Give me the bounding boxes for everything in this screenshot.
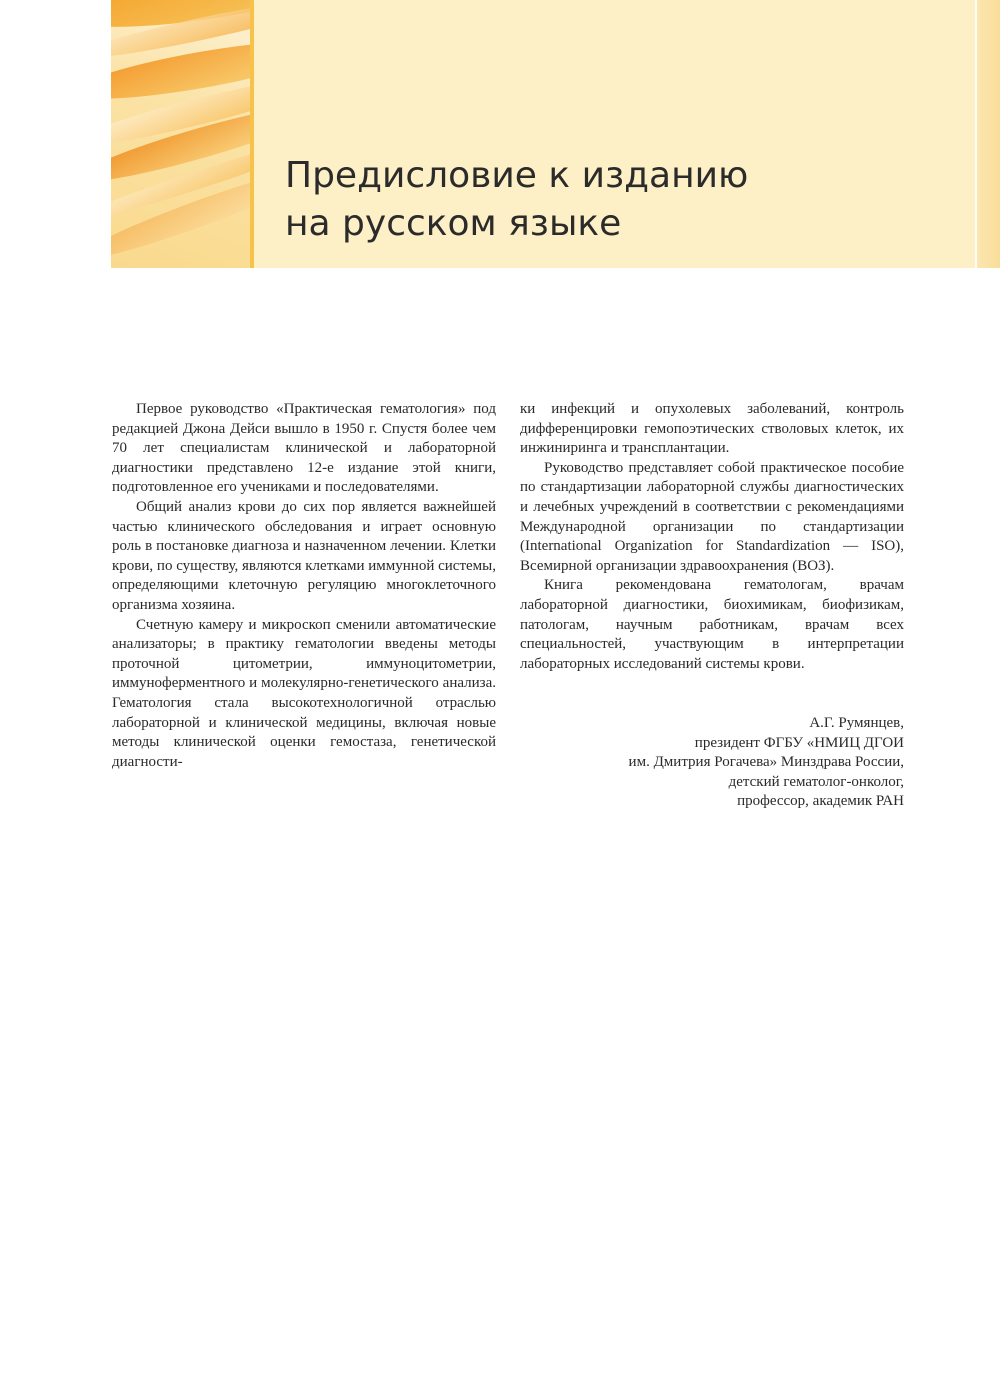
signature-line: президент ФГБУ «НМИЦ ДГОИ [694,734,904,751]
signature-block [520,714,904,812]
paragraph: Первое руководство «Практическая гематология» под редакцией Джона Дейси вышло в 1950 г. Спустя более чем 70 лет специалистам клинической и лабораторной диагностики представлено 12-е издание этой книги, подготовленное его учениками и последователями. [112,401,496,496]
decorative-rays-image [111,0,253,268]
signature-line: профессор, академик РАН [737,793,904,810]
right-column [520,400,904,674]
signature-line: детский гематолог-онколог, [728,773,904,790]
left-column [112,400,496,772]
paragraph: Общий анализ крови до сих пор является важнейшей частью клинического обследования и играет основную роль в постановке диагноза и назначенном лечении. Клетки крови, по существу, являются клетками иммунной системы, определяющими клеточную регуляцию многоклеточного организма хозяина. [112,498,496,613]
paragraph: Счетную камеру и микроскоп сменили автоматические анализаторы; в практику гематологии введены методы проточной цитометрии, иммуноцитометрии, иммуноферментного и молекулярно-генетического анализа. Гематология стала высокотехнологичной отраслью лабораторной и клинической медицины, включая новые методы клинической оценки гемостаза, генетической диагности- [112,616,496,770]
paragraph: Руководство представляет собой практическое пособие по стандартизации лабораторной службы диагностических и лечебных учреждений в соответствии с рекомендациями Международной организации по стандартизации (International Organization for Standardization — ISO), Всемирной организации здравоохранения (ВОЗ). [520,459,904,574]
header-divider [250,0,254,268]
paragraph-continuation: ки инфекций и опухолевых заболеваний, контроль дифференцировки гемопоэтических стволовых клеток, их инжиниринга и трансплантации. [520,401,904,457]
header-edge-strip [977,0,1000,268]
signature-name: А.Г. Румянцев, [809,715,904,731]
signature-line: им. Дмитрия Рогачева» Минздрава России, [628,754,904,771]
paragraph: Книга рекомендована гематологам, врачам лабораторной диагностики, биохимикам, биофизикам, патологам, научным работникам, врачам всех специальностей, участвующим в интерпретации лабораторных исследований системы крови. [520,577,904,672]
page-title [285,152,748,248]
title-line-2: на русском языке [285,203,622,244]
title-line-1: Предисловие к изданию [285,155,749,196]
